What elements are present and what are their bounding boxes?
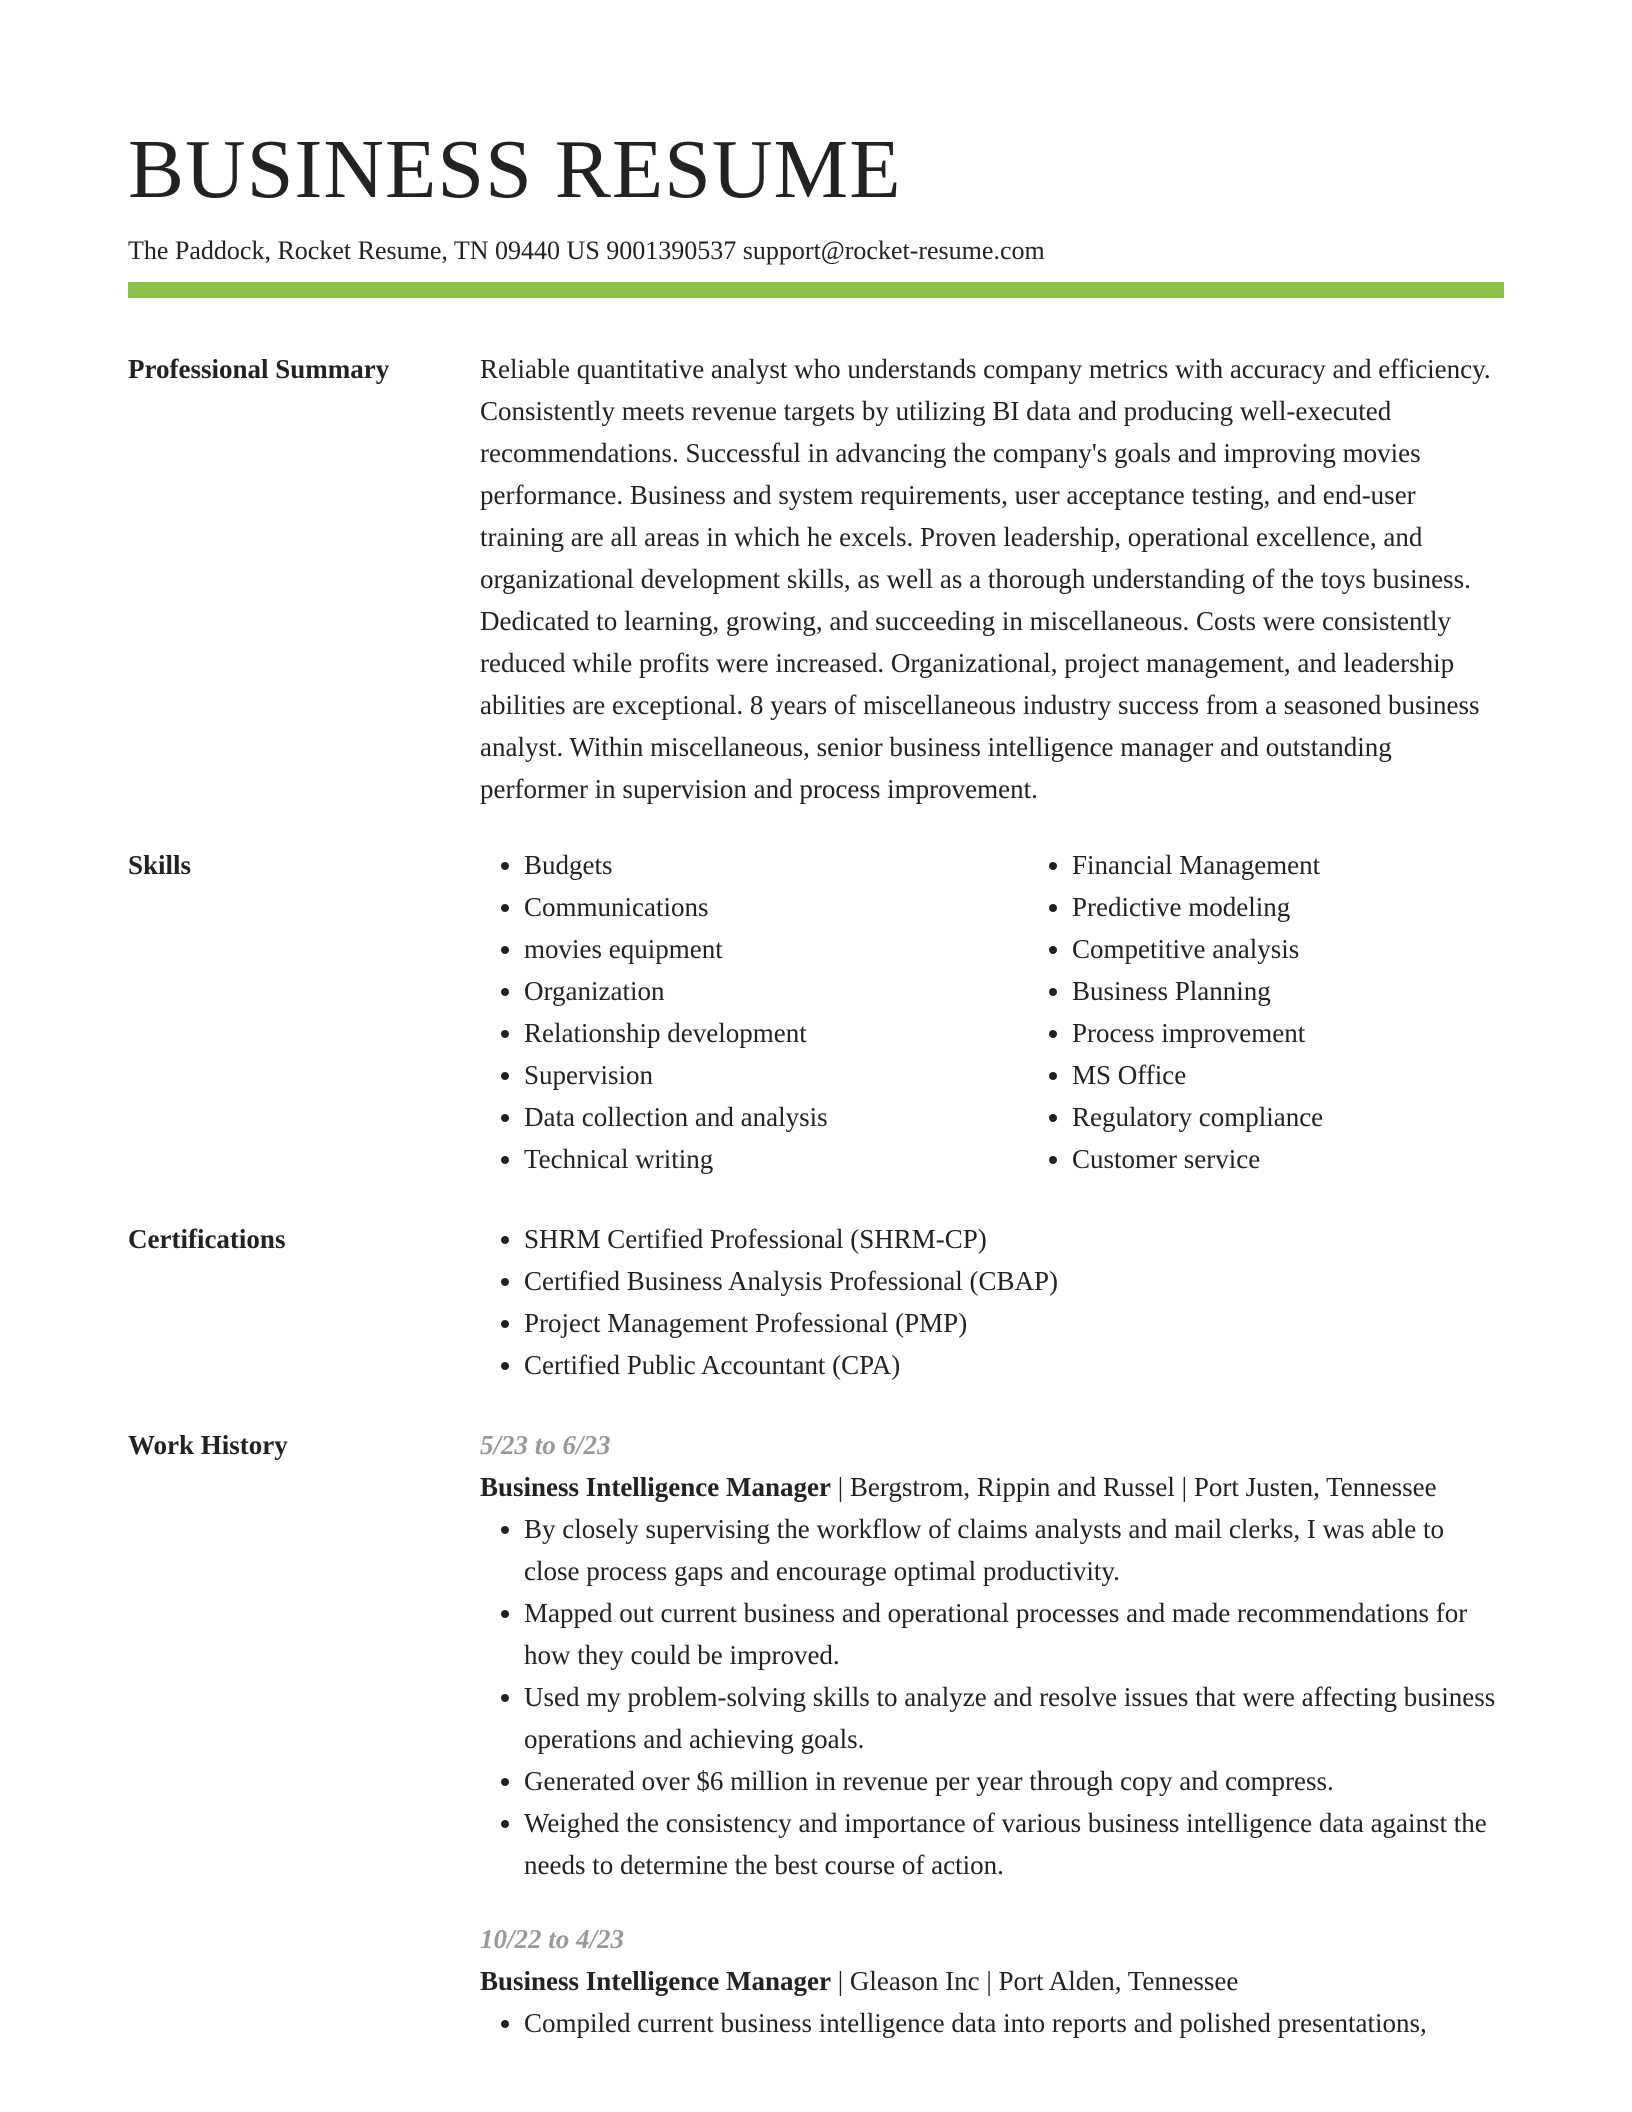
skill-item: • Budgets [524,844,1028,886]
skill-item: • Customer service [1072,1138,1576,1180]
certification-item: • SHRM Certified Professional (SHRM-CP) [524,1218,1504,1260]
job-details: | Bergstrom, Rippin and Russel | Port Justen, Tennessee [831,1472,1437,1502]
section-professional-summary [128,348,1504,810]
summary-body [480,348,1504,810]
contact-line [128,234,1504,268]
job-dates: 10/22 to 4/23 [480,1924,625,1954]
job-title: Business Intelligence Manager [480,1966,831,1996]
skill-item: • Relationship development [524,1012,1028,1054]
contact-phone: 9001390537 [606,236,737,265]
skill-item: • Data collection and analysis [524,1096,1028,1138]
resume-page [128,120,1504,2044]
section-skills [128,844,1504,1180]
skill-item: • Communications [524,886,1028,928]
contact-address: The Paddock, Rocket Resume, TN 09440 US [128,236,600,265]
skill-item: • Organization [524,970,1028,1012]
job-details: | Gleason Inc | Port Alden, Tennessee [831,1966,1239,1996]
job-bullets [480,2002,1504,2044]
header-divider [128,282,1504,298]
certification-item: • Project Management Professional (PMP) [524,1302,1504,1344]
skill-item: • MS Office [1072,1054,1576,1096]
section-title-summary: Professional Summary [128,354,390,384]
job-bullet: • Used my problem-solving skills to analyze and resolve issues that were affecting business operations and achieving goals. [524,1676,1504,1760]
job-entry [480,1424,1504,1886]
certifications-body [480,1218,1504,1386]
resume-name: BUSINESS RESUME [128,123,902,216]
job-dates: 5/23 to 6/23 [480,1430,611,1460]
job-title: Business Intelligence Manager [480,1472,831,1502]
work-history-body [480,1424,1504,2044]
certifications-list [480,1218,1504,1386]
job-bullet: • Compiled current business intelligence data into reports and polished presentations, [524,2002,1504,2044]
skills-list-left [480,844,1028,1180]
skill-item: • Financial Management [1072,844,1576,886]
skill-item: • Predictive modeling [1072,886,1576,928]
skill-item: • Competitive analysis [1072,928,1576,970]
skill-item: • movies equipment [524,928,1028,970]
skill-item: • Process improvement [1072,1012,1576,1054]
job-bullet: • Weighed the consistency and importance of various business intelligence data against the needs to determine the best course of action. [524,1802,1504,1886]
section-certifications [128,1218,1504,1386]
job-heading [480,1960,1504,2002]
job-bullet: • Generated over $6 million in revenue per year through copy and compress. [524,1760,1504,1802]
section-title-work-history: Work History [128,1430,288,1460]
section-title-skills: Skills [128,850,192,880]
job-heading [480,1466,1504,1508]
job-entry [480,1918,1504,2044]
summary-text: Reliable quantitative analyst who understands company metrics with accuracy and efficiency. Consistently meets revenue targets by utilizing BI data and producing well-executed recommendations. Successful in advancing the company's goals and improving movies performance. Business and system requirements, user acceptance testing, and end-user training are all areas in which he excels. Proven leadership, operational excellence, and organizational development skills, as well as a thorough understanding of the toys business. Dedicated to learning, growing, and succeeding in miscellaneous. Costs were consistently reduced while profits were increased. Organizational, project management, and leadership abilities are exceptional. 8 years of miscellaneous industry success from a seasoned business analyst. Within miscellaneous, senior business intelligence manager and outstanding performer in supervision and process improvement. [480,354,1491,804]
contact-email: support@rocket-resume.com [742,236,1045,265]
certification-item: • Certified Business Analysis Professional (CBAP) [524,1260,1504,1302]
skill-item: • Supervision [524,1054,1028,1096]
skill-item: • Regulatory compliance [1072,1096,1576,1138]
certification-item: • Certified Public Accountant (CPA) [524,1344,1504,1386]
skill-item: • Technical writing [524,1138,1028,1180]
skill-item: • Business Planning [1072,970,1576,1012]
job-bullet: • By closely supervising the workflow of claims analysts and mail clerks, I was able to close process gaps and encourage optimal productivity. [524,1508,1504,1592]
section-work-history [128,1424,1504,2044]
skills-list-right [1028,844,1576,1180]
skills-columns [480,844,1576,1180]
section-title-certifications: Certifications [128,1224,286,1254]
job-bullets [480,1508,1504,1886]
job-bullet: • Mapped out current business and operational processes and made recommendations for how they could be improved. [524,1592,1504,1676]
